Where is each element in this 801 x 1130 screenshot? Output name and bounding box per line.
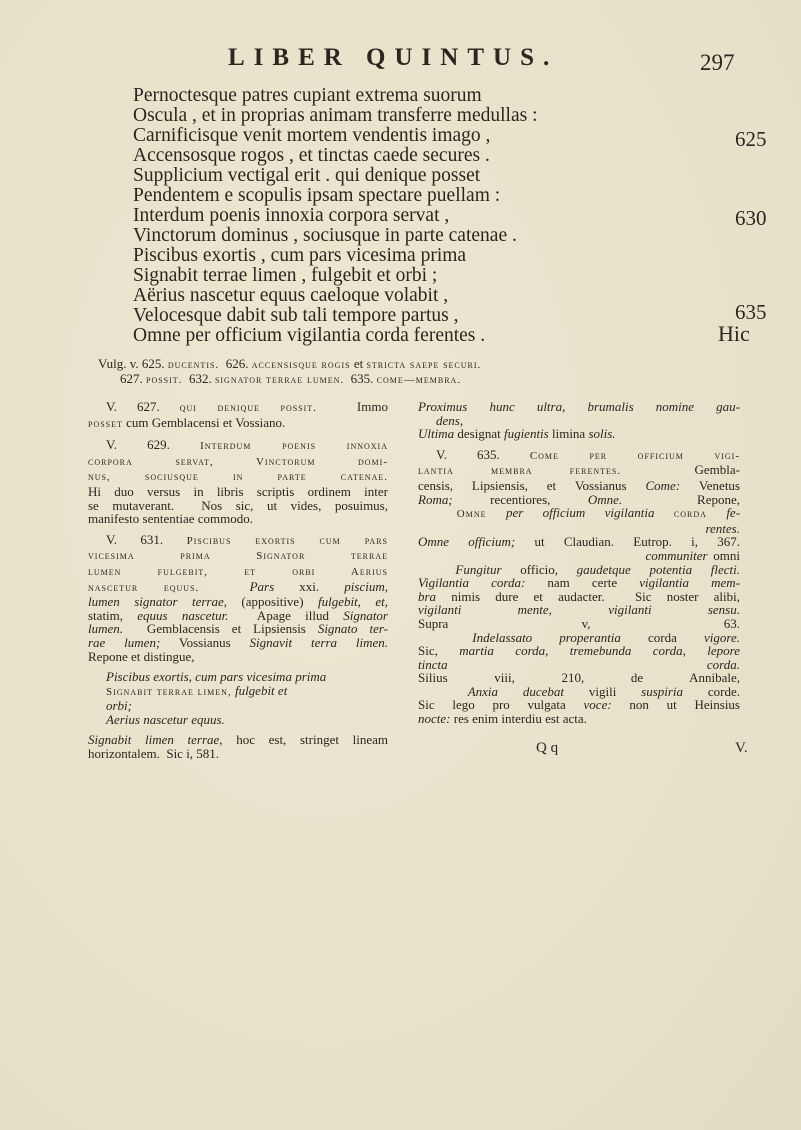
text: Immo <box>316 399 388 414</box>
italic-text: rae lumen; <box>88 634 161 650</box>
text: V. 631. <box>106 531 187 547</box>
italic-text: Pars <box>249 578 275 594</box>
small-caps-text: Interdum poenis innoxia <box>200 440 388 453</box>
text: nam certe <box>525 575 640 591</box>
line-number: 625 <box>735 127 767 151</box>
text-line <box>88 564 388 580</box>
text: Supra v, 63. <box>418 615 740 631</box>
italic-text: Ultima <box>418 426 455 442</box>
text-line <box>88 499 388 513</box>
text-line <box>88 438 388 454</box>
italic-text: vigilanti mente, vigilanti sensu. <box>418 602 740 618</box>
text-line <box>418 448 740 464</box>
text-line <box>418 463 740 479</box>
commentary-paragraph <box>88 670 388 726</box>
text-line <box>88 609 388 623</box>
commentary-paragraph <box>418 427 740 441</box>
verse-line: Accensosque rogos , et tinctas caede secures . <box>133 145 490 166</box>
text: 635. <box>344 371 377 386</box>
small-caps-text: stricta saepe securi. <box>366 359 482 371</box>
text: hoc est, stringet lineam <box>222 732 388 748</box>
text-line <box>418 644 740 658</box>
text-line <box>88 733 388 747</box>
italic-text: bra <box>418 588 437 604</box>
verse-line: Oscula , et in proprias animam transferre medullas : <box>133 105 538 126</box>
text: Repone, <box>622 491 740 507</box>
text: Apage illud <box>228 607 344 623</box>
italic-text: communiter <box>645 547 708 563</box>
italic-text: Vigilantia corda: <box>418 575 526 591</box>
italic-text: piscium, <box>344 578 388 594</box>
text: vigili <box>564 683 642 699</box>
verse-line: Carnificisque venit mortem vendentis imago , <box>133 125 491 146</box>
text-line <box>88 713 388 727</box>
text: corde. <box>683 683 741 699</box>
text-line <box>418 493 740 507</box>
text-line <box>88 747 388 761</box>
text <box>655 505 674 520</box>
text-line <box>88 548 388 564</box>
italic-text: vigilantia mem- <box>639 575 740 591</box>
catchword: V. <box>735 740 748 756</box>
italic-text: tincta corda. <box>418 656 740 672</box>
text-line <box>88 485 388 499</box>
verse-line: Interdum poenis innoxia corpora servat , <box>133 205 450 226</box>
italic-text: Signavit terra limen. <box>249 634 388 650</box>
text-line <box>418 506 740 522</box>
small-caps-text: accensisque rogis <box>251 359 351 371</box>
text-line <box>88 454 388 470</box>
text-line <box>88 670 388 684</box>
italic-text: Signato ter- <box>317 621 388 637</box>
italic-text: Anxia ducebat <box>467 683 565 699</box>
text: res enim interdiu est acta. <box>450 711 587 727</box>
italic-text: Proximus hunc ultra, brumalis nomine gau- <box>418 399 740 414</box>
text <box>418 505 457 520</box>
text-line <box>418 400 740 414</box>
italic-text: Signator <box>343 607 388 623</box>
text <box>487 505 506 520</box>
text <box>199 579 249 594</box>
small-caps-text: nascetur equus. <box>88 581 200 594</box>
text: 626. <box>219 356 252 371</box>
small-caps-text: Omne <box>456 508 487 521</box>
italic-text: voce: <box>583 697 612 713</box>
text-line <box>418 617 740 631</box>
text-line <box>88 416 388 432</box>
italic-text: fulgebit et <box>234 682 288 698</box>
small-caps-text: qui denique possit. <box>179 402 317 414</box>
italic-text: solis. <box>588 426 616 442</box>
italic-text: Come: <box>645 477 681 493</box>
text: Repone et distingue, <box>88 648 195 664</box>
italic-text: per officium vigilantia <box>505 505 655 521</box>
italic-text: Omne. <box>587 491 623 507</box>
line-number: 630 <box>735 206 767 230</box>
text-line <box>418 658 740 672</box>
text: statim, <box>88 607 138 623</box>
verse-line: Piscibus exortis , cum pars vicesima prima <box>133 245 467 266</box>
text: Hi duo versus in libris scriptis ordinem inter <box>88 483 388 499</box>
text: corda <box>620 629 705 645</box>
commentary-paragraph <box>88 400 388 431</box>
text-line <box>98 372 481 387</box>
italic-text: fe- <box>706 505 741 521</box>
text: ut Claudian. Eutrop. i, 367. <box>515 534 740 550</box>
small-caps-text: corpora servat, Vinctorum domi- <box>88 455 388 468</box>
page-number: 297 <box>700 50 735 75</box>
text-line <box>88 684 388 700</box>
verse-line: Velocesque dabit sub tali tempore partus , <box>133 305 459 326</box>
text: officio, <box>501 561 577 577</box>
commentary-paragraph <box>88 533 388 663</box>
text-line <box>98 357 481 372</box>
italic-text: fulgebit, et, <box>317 594 388 610</box>
text: recentiores, <box>452 491 588 507</box>
text: nimis dure et audacter. Sic noster alibi, <box>436 588 740 604</box>
commentary-left-column <box>88 400 388 768</box>
text: V. 635. <box>436 446 530 462</box>
italic-text: Aerius nascetur equus. <box>106 711 225 727</box>
italic-text: suspiria <box>641 683 684 699</box>
text: censis, Lipsiensis, et Vossianus <box>418 477 646 493</box>
verse-line: Omne per officium vigilantia corda ferentes . <box>133 325 486 346</box>
small-caps-text: posset <box>88 417 123 430</box>
small-caps-text: ducentis. <box>167 359 220 371</box>
text-line <box>418 576 740 590</box>
italic-text: Omne officium; <box>418 534 516 550</box>
small-caps-text: lumen fulgebit, et orbi Aerius <box>88 565 388 578</box>
text: Sic lego pro vulgata <box>418 697 584 713</box>
text: et <box>350 356 367 371</box>
text: Silius viii, 210, de Annibale, <box>418 670 740 686</box>
text-line <box>418 414 740 428</box>
running-head: LIBER QUINTUS. <box>228 44 559 71</box>
small-caps-text: corda <box>673 508 707 521</box>
commentary-paragraph <box>88 438 388 526</box>
text: Gemblacensis et Lipsiensis <box>123 621 318 637</box>
text: manifesto sententiae commodo. <box>88 511 253 527</box>
italic-text: Roma; <box>418 491 453 507</box>
verse-line: Pendentem e scopulis ipsam spectare puellam : <box>133 185 501 206</box>
line-number: 635 <box>735 300 767 324</box>
text-line <box>418 522 740 536</box>
italic-text: lumen. <box>88 621 124 637</box>
text-line <box>418 603 740 617</box>
text-line <box>418 631 740 645</box>
text: limina <box>548 426 589 442</box>
text: horizontalem. Sic i, 581. <box>88 746 220 762</box>
text-line <box>88 512 388 526</box>
text-line <box>88 533 388 549</box>
small-caps-text: Signabit terrae limen, <box>106 685 232 698</box>
commentary-paragraph <box>418 400 740 427</box>
text-line <box>418 698 740 712</box>
small-caps-text: come—membra. <box>376 374 462 386</box>
italic-text: dens, <box>436 412 464 428</box>
italic-text: lumen signator terrae, <box>88 594 227 610</box>
catchword-hic: Hic <box>718 321 750 346</box>
text-line <box>88 595 388 609</box>
text-line <box>88 469 388 485</box>
italic-text: Indelassato properantia <box>472 629 621 645</box>
small-caps-text: lantia membra ferentes. <box>418 465 622 478</box>
verse-line: Vinctorum dominus , sociusque in parte catenae . <box>133 225 517 246</box>
italic-text: Fungitur <box>455 561 502 577</box>
text: Vulg. v. 625. <box>98 356 168 371</box>
text: cum Gemblacensi et Vossiano. <box>122 414 286 430</box>
verse-line: Aërius nascetur equus caeloque volabit , <box>133 285 449 306</box>
text-line <box>418 590 740 604</box>
italic-text: equus nascetur. <box>137 607 229 623</box>
vulgate-note <box>98 357 481 387</box>
text: se mutaverant. Nos sic, ut vides, posuimus, <box>88 497 388 513</box>
small-caps-text: signator terrae lumen. <box>214 374 345 386</box>
text: V. 629. <box>106 437 201 453</box>
text-line <box>88 400 388 416</box>
commentary-paragraph <box>88 733 388 760</box>
italic-text: gaudetque potentia flecti. <box>576 561 741 577</box>
text-line <box>418 479 740 493</box>
verse-text <box>133 86 653 346</box>
verse-line: Supplicium vectigal erit . qui denique posset <box>133 165 481 186</box>
text-line <box>88 622 388 636</box>
text: 632. <box>182 371 215 386</box>
italic-text: fugientis <box>503 426 549 442</box>
signature-mark: Q q <box>536 740 559 756</box>
text-line <box>418 712 740 726</box>
text: Sic, <box>418 643 460 659</box>
text: non ut Heinsius <box>611 697 740 713</box>
text: Gembla- <box>621 462 740 478</box>
text-line <box>88 699 388 713</box>
italic-text: orbi; <box>106 698 132 714</box>
text-line <box>88 636 388 650</box>
text: omni <box>707 547 741 563</box>
text-line <box>88 650 388 664</box>
italic-text: Signabit limen terrae, <box>88 732 223 748</box>
text: V. 627. <box>106 399 180 414</box>
verse-line: Pernoctesque patres cupiant extrema suorum <box>133 85 482 106</box>
text-line <box>418 563 740 577</box>
text-line <box>418 671 740 685</box>
text: Venetus <box>680 477 740 493</box>
text-line <box>418 685 740 699</box>
text: designat <box>454 426 504 442</box>
small-caps-text: vicesima prima Signator terrae <box>88 550 388 563</box>
text-line <box>88 580 388 596</box>
italic-text: nocte: <box>418 711 451 727</box>
text-line <box>418 535 740 549</box>
small-caps-text: possit. <box>146 374 183 386</box>
italic-text: vigore. <box>704 629 741 645</box>
italic-text: Piscibus exortis, cum pars vicesima prima <box>106 669 327 685</box>
small-caps-text: Piscibus exortis cum pars <box>186 534 388 547</box>
small-caps-text: nus, sociusque in parte catenae. <box>88 471 388 484</box>
text: 627. <box>120 371 146 386</box>
text-line <box>418 427 740 441</box>
commentary-right-column <box>418 400 740 733</box>
text-line <box>418 549 740 563</box>
small-caps-text: Come per officium vigi- <box>529 449 741 462</box>
text: Vossianus <box>160 634 250 650</box>
commentary-paragraph <box>418 448 740 726</box>
italic-text: martia corda, tremebunda corda, lepore <box>459 643 740 659</box>
text: (appositive) <box>227 594 318 610</box>
verse-line: Signabit terrae limen , fulgebit et orbi ; <box>133 265 438 286</box>
italic-text: rentes. <box>418 520 740 536</box>
text: xxi. <box>274 578 345 594</box>
